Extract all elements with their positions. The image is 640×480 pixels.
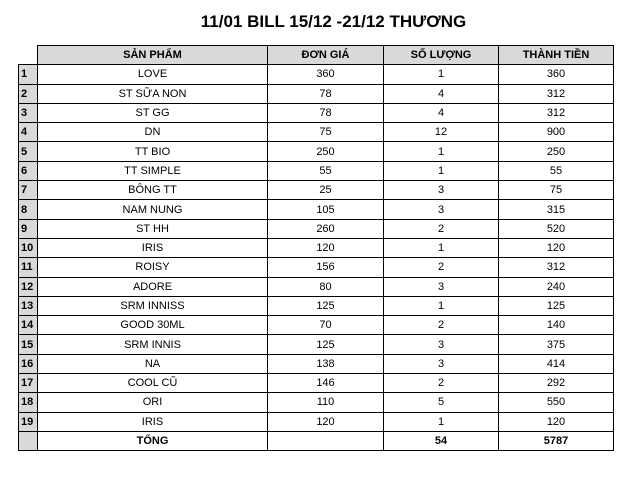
row-unit-price: 105	[268, 200, 384, 219]
row-quantity: 2	[384, 258, 499, 277]
table-row	[19, 142, 614, 161]
table-row	[19, 354, 614, 373]
corner-cell	[19, 46, 38, 65]
row-unit-price: 78	[268, 103, 384, 122]
row-index: 15	[19, 335, 38, 354]
header-unit-price: ĐƠN GIÁ	[268, 46, 384, 65]
row-quantity: 3	[384, 181, 499, 200]
row-unit-price: 138	[268, 354, 384, 373]
table-row	[19, 296, 614, 315]
table-row	[19, 181, 614, 200]
row-product: GOOD 30ML	[38, 316, 268, 335]
table-body	[19, 65, 614, 451]
row-product: IRIS	[38, 412, 268, 431]
row-index: 7	[19, 181, 38, 200]
row-index: 3	[19, 103, 38, 122]
row-amount: 312	[499, 84, 614, 103]
row-amount: 250	[499, 142, 614, 161]
row-quantity: 1	[384, 142, 499, 161]
table-row	[19, 161, 614, 180]
table-row	[19, 277, 614, 296]
row-product: DN	[38, 123, 268, 142]
table-row	[19, 374, 614, 393]
row-product: ROISY	[38, 258, 268, 277]
header-amount: THÀNH TIỀN	[499, 46, 614, 65]
header-row	[19, 46, 614, 65]
row-quantity: 1	[384, 161, 499, 180]
row-unit-price: 78	[268, 84, 384, 103]
row-unit-price: 250	[268, 142, 384, 161]
row-quantity: 1	[384, 238, 499, 257]
row-quantity: 2	[384, 316, 499, 335]
row-amount: 312	[499, 103, 614, 122]
row-index: 8	[19, 200, 38, 219]
row-quantity: 12	[384, 123, 499, 142]
row-index: 10	[19, 238, 38, 257]
bill-table	[18, 45, 614, 451]
row-quantity: 4	[384, 103, 499, 122]
row-amount: 900	[499, 123, 614, 142]
table-row	[19, 103, 614, 122]
row-product: SRM INNIS	[38, 335, 268, 354]
row-quantity: 2	[384, 374, 499, 393]
row-index: 14	[19, 316, 38, 335]
row-unit-price: 125	[268, 335, 384, 354]
table-row	[19, 258, 614, 277]
row-unit-price: 120	[268, 412, 384, 431]
row-amount: 292	[499, 374, 614, 393]
row-amount: 414	[499, 354, 614, 373]
row-product: TT SIMPLE	[38, 161, 268, 180]
row-amount: 240	[499, 277, 614, 296]
row-unit-price: 360	[268, 65, 384, 84]
row-quantity: 3	[384, 354, 499, 373]
row-quantity: 1	[384, 65, 499, 84]
table-row	[19, 316, 614, 335]
total-row	[19, 431, 614, 450]
row-index: 5	[19, 142, 38, 161]
row-product: TT BIO	[38, 142, 268, 161]
bill-title: 11/01 BILL 15/12 -21/12 THƯƠNG	[200, 12, 467, 31]
row-amount: 520	[499, 219, 614, 238]
row-amount: 55	[499, 161, 614, 180]
row-quantity: 5	[384, 393, 499, 412]
table-row	[19, 65, 614, 84]
row-product: ST HH	[38, 219, 268, 238]
row-unit-price: 80	[268, 277, 384, 296]
row-unit-price: 120	[268, 238, 384, 257]
row-product: NA	[38, 354, 268, 373]
total-label: TỔNG	[38, 431, 268, 450]
header-product: SẢN PHẨM	[38, 46, 268, 65]
row-unit-price: 110	[268, 393, 384, 412]
row-quantity: 3	[384, 200, 499, 219]
row-product: BÔNG TT	[38, 181, 268, 200]
row-index: 9	[19, 219, 38, 238]
row-product: SRM INNISS	[38, 296, 268, 315]
table-row	[19, 393, 614, 412]
total-amount: 5787	[499, 431, 614, 450]
table-row	[19, 219, 614, 238]
row-quantity: 4	[384, 84, 499, 103]
row-product: LOVE	[38, 65, 268, 84]
row-amount: 315	[499, 200, 614, 219]
row-quantity: 3	[384, 277, 499, 296]
row-quantity: 1	[384, 412, 499, 431]
header-quantity: SỐ LƯỢNG	[384, 46, 499, 65]
row-amount: 375	[499, 335, 614, 354]
row-unit-price: 25	[268, 181, 384, 200]
row-index: 16	[19, 354, 38, 373]
row-unit-price: 55	[268, 161, 384, 180]
row-index: 2	[19, 84, 38, 103]
total-quantity: 54	[384, 431, 499, 450]
row-unit-price: 146	[268, 374, 384, 393]
row-quantity: 3	[384, 335, 499, 354]
table-row	[19, 84, 614, 103]
row-amount: 120	[499, 238, 614, 257]
row-amount: 120	[499, 412, 614, 431]
row-index: 1	[19, 65, 38, 84]
row-index: 12	[19, 277, 38, 296]
row-index: 4	[19, 123, 38, 142]
row-unit-price: 156	[268, 258, 384, 277]
row-product: COOL CŨ	[38, 374, 268, 393]
row-index: 13	[19, 296, 38, 315]
row-index: 6	[19, 161, 38, 180]
row-product: IRIS	[38, 238, 268, 257]
row-product: ST SỮA NON	[38, 84, 268, 103]
row-amount: 312	[499, 258, 614, 277]
row-amount: 125	[499, 296, 614, 315]
total-unit-price	[268, 431, 384, 450]
table-row	[19, 200, 614, 219]
row-product: ADORE	[38, 277, 268, 296]
row-amount: 75	[499, 181, 614, 200]
table-row	[19, 123, 614, 142]
row-index: 19	[19, 412, 38, 431]
row-unit-price: 75	[268, 123, 384, 142]
table-row	[19, 412, 614, 431]
row-unit-price: 70	[268, 316, 384, 335]
row-index: 18	[19, 393, 38, 412]
row-product: ST GG	[38, 103, 268, 122]
total-index-cell	[19, 431, 38, 450]
table-row	[19, 335, 614, 354]
table-row	[19, 238, 614, 257]
row-index: 17	[19, 374, 38, 393]
row-product: NAM NUNG	[38, 200, 268, 219]
row-quantity: 1	[384, 296, 499, 315]
row-amount: 140	[499, 316, 614, 335]
row-quantity: 2	[384, 219, 499, 238]
row-product: ORI	[38, 393, 268, 412]
row-unit-price: 260	[268, 219, 384, 238]
row-unit-price: 125	[268, 296, 384, 315]
row-index: 11	[19, 258, 38, 277]
row-amount: 360	[499, 65, 614, 84]
row-amount: 550	[499, 393, 614, 412]
